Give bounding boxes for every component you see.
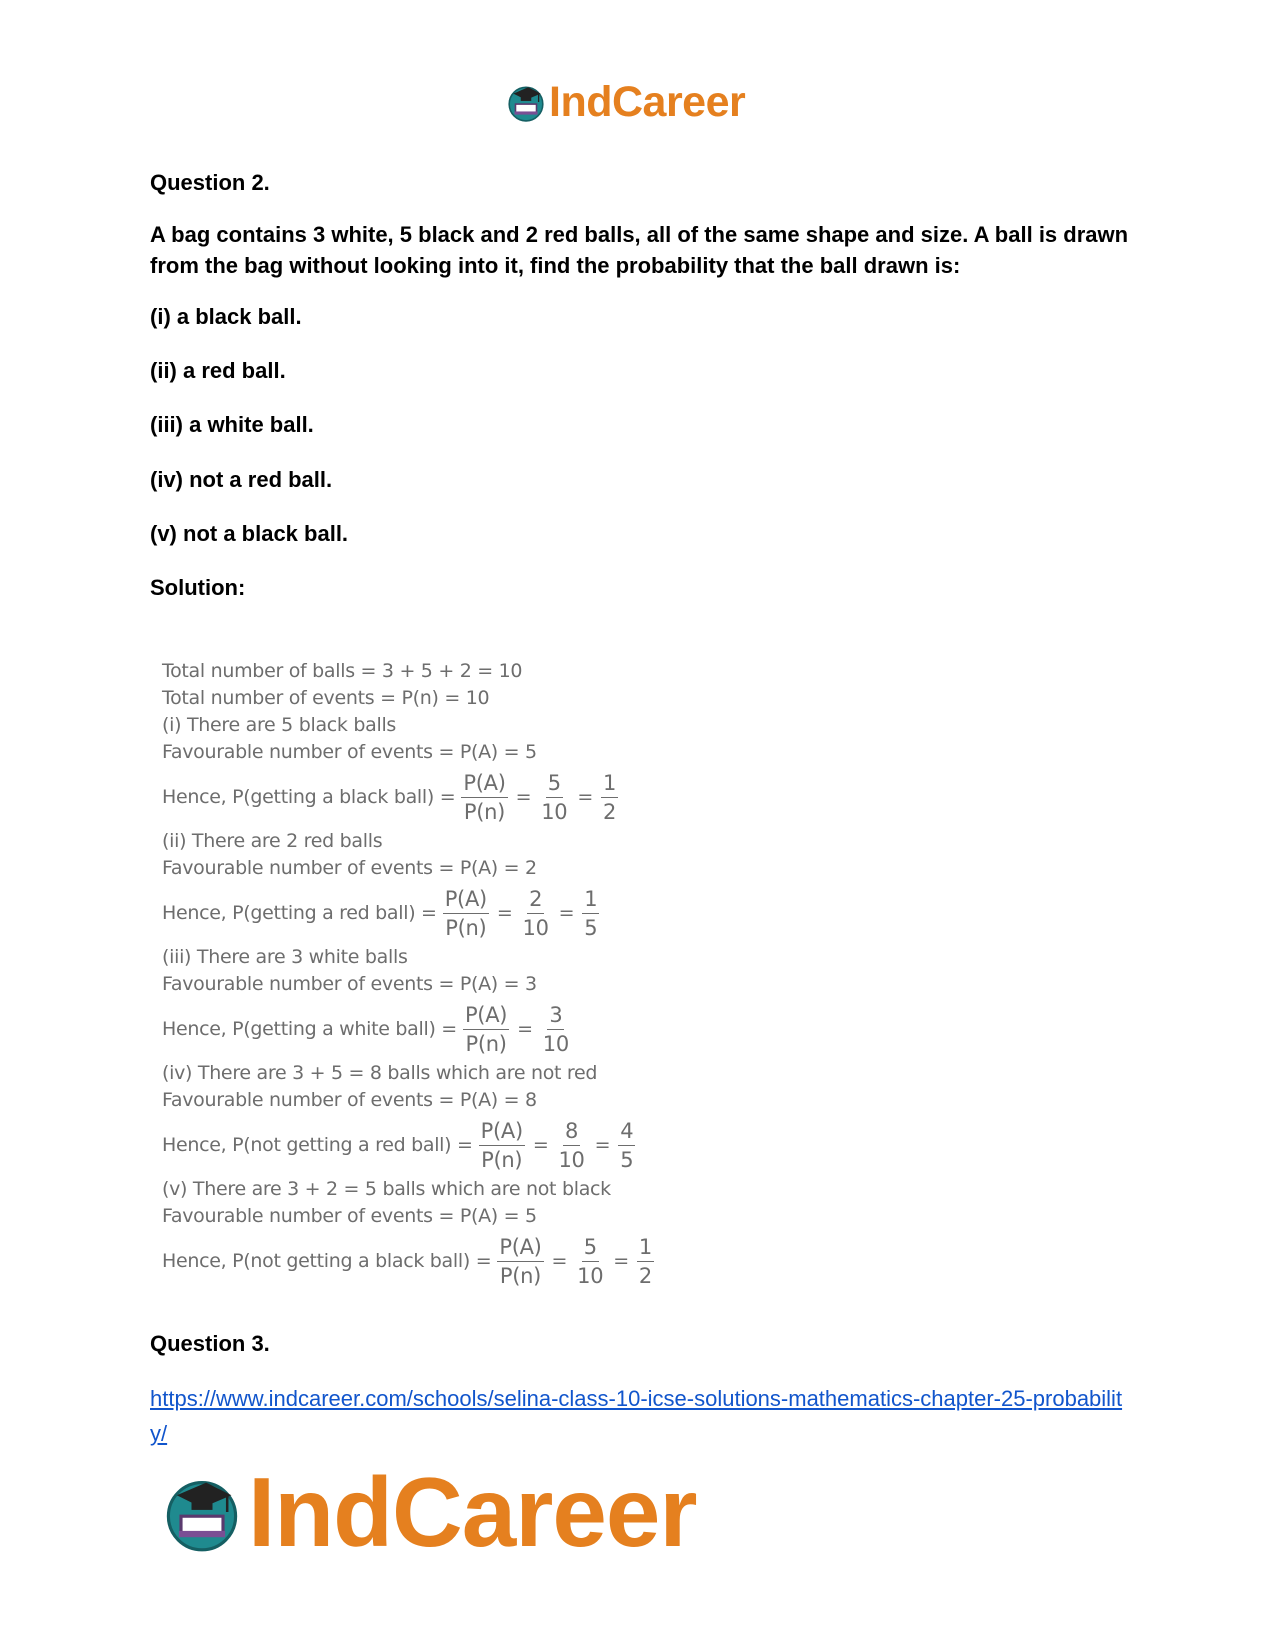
step-result: Hence, P(not getting a red ball) = $\frac{P(A)}{P(n)}$ = $\frac{8}{10}$ = $\frac{4}{5}$	[162, 1118, 634, 1172]
step-hence: Hence, P(getting a white ball) =	[162, 1018, 457, 1040]
next-question-heading: Question 3.	[150, 1331, 270, 1356]
step-favourable: Favourable number of events = P(A) = 5	[162, 741, 537, 763]
step-favourable: Favourable number of events = P(A) = 3	[162, 973, 537, 995]
step-result: Hence, P(getting a white ball) = $\frac{P(A)}{P(n)}$ = $\frac{3}{10}$	[162, 1002, 569, 1056]
step-result: Hence, P(not getting a black ball) = $\frac{P(A)}{P(n)}$ = $\frac{5}{10}$ = $\frac{1}{2}$	[162, 1234, 652, 1288]
step-intro: (iv) There are 3 + 5 = 8 balls which are not red	[162, 1062, 598, 1084]
fraction-pa-pn: $\frac{P(A)}{P(n)}$	[444, 886, 487, 940]
step-hence: Hence, P(not getting a red ball) =	[162, 1134, 473, 1156]
fraction-value: $\frac{5}{10}$	[577, 1234, 604, 1288]
fraction-simplified: $\frac{1}{5}$	[584, 886, 598, 940]
logo-brand-text: IndCareer	[549, 78, 746, 126]
graduation-globe-icon	[505, 81, 547, 123]
question-part-1: (i) a black ball.	[150, 304, 302, 329]
fraction-pa-pn: $\frac{P(A)}{P(n)}$	[464, 1002, 508, 1056]
fraction-value: $\frac{3}{10}$	[542, 1002, 569, 1056]
step-favourable: Favourable number of events = P(A) = 2	[162, 857, 537, 879]
step-intro: (v) There are 3 + 2 = 5 balls which are not black	[162, 1178, 611, 1200]
fraction-simplified: $\frac{1}{2}$	[638, 1234, 652, 1288]
indcareer-logo-bottom	[160, 1457, 697, 1567]
indcareer-logo-top	[505, 78, 745, 126]
fraction-simplified: $\frac{1}{2}$	[602, 770, 617, 824]
solution-working	[162, 658, 802, 1292]
question-part-4: (iv) not a red ball.	[150, 467, 333, 492]
fraction-simplified: $\frac{4}{5}$	[620, 1118, 634, 1172]
step-intro: (i) There are 5 black balls	[162, 714, 397, 736]
step-intro: (ii) There are 2 red balls	[162, 830, 383, 852]
graduation-globe-icon	[160, 1470, 244, 1554]
step-hence: Hence, P(not getting a black ball) =	[162, 1250, 492, 1272]
question-heading: Question 2.	[150, 170, 270, 195]
step-intro: (iii) There are 3 white balls	[162, 946, 408, 968]
step-result: Hence, P(getting a red ball) = $\frac{P(A)}{P(n)}$ = $\frac{2}{10}$ = $\frac{1}{5}$	[162, 886, 598, 940]
logo-brand-text: IndCareer	[248, 1457, 697, 1567]
step-hence: Hence, P(getting a black ball) =	[162, 786, 456, 808]
fraction-value: $\frac{8}{10}$	[558, 1118, 585, 1172]
step-result: Hence, P(getting a black ball) = $\frac{P(A)}{P(n)}$ = $\frac{5}{10}$ = $\frac{1}{2}$	[162, 770, 617, 824]
fraction-pa-pn: $\frac{P(A)}{P(n)}$	[480, 1118, 523, 1172]
fraction-value: $\frac{2}{10}$	[522, 886, 549, 940]
step-hence: Hence, P(getting a red ball) =	[162, 902, 437, 924]
total-events-line: Total number of events = P(n) = 10	[162, 687, 490, 709]
step-favourable: Favourable number of events = P(A) = 5	[162, 1205, 537, 1227]
solution-label: Solution:	[150, 575, 246, 600]
fraction-value: $\frac{5}{10}$	[541, 770, 568, 824]
question-part-5: (v) not a black ball.	[150, 521, 349, 546]
step-favourable: Favourable number of events = P(A) = 8	[162, 1089, 537, 1111]
fraction-pa-pn: $\frac{P(A)}{P(n)}$	[499, 1234, 542, 1288]
total-balls-line: Total number of balls = 3 + 5 + 2 = 10	[162, 660, 523, 682]
question-part-2: (ii) a red ball.	[150, 358, 286, 383]
question-part-3: (iii) a white ball.	[150, 412, 314, 437]
source-link[interactable]: https://www.indcareer.com/schools/selina-class-10-icse-solutions-mathematics-chapter-25-probability/	[150, 1386, 1123, 1446]
fraction-pa-pn: $\frac{P(A)}{P(n)}$	[463, 770, 506, 824]
question-text: A bag contains 3 white, 5 black and 2 red balls, all of the same shape and size. A ball is drawn from the bag without looking into it, find the probability that the ball drawn is:	[150, 222, 1129, 278]
